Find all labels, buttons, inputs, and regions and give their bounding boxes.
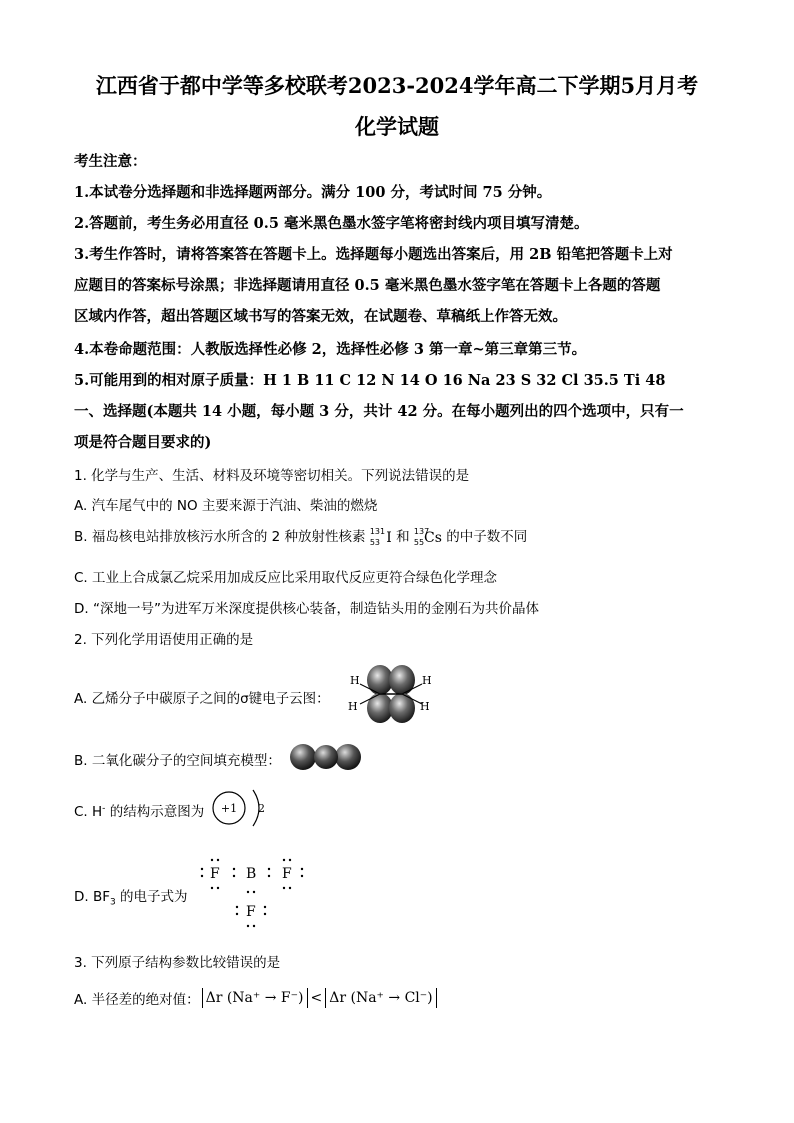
less-than-sign: < [310,990,323,1006]
q1-option-b-text: B. 福岛核电站排放核污水所含的 2 种放射性核素 [74,529,366,545]
q1-option-a: A. 汽车尾气中的 NO 主要来源于汽油、柴油的燃烧 [74,498,378,514]
notice-item: 4.本卷命题范围：人教版选择性必修 2，选择性必修 3 第一章~第三章第三节。 [74,341,587,358]
section-heading-cont: 项是符合题目要求的) [74,434,212,451]
notice-item: 区域内作答，超出答题区域书写的答案无效，在试题卷、草稿纸上作答无效。 [74,308,567,325]
atom-f-bottom: F [246,904,256,920]
notice-item: 3.考生作答时，请将答案答在答题卡上。选择题每小题选出答案后，用 2B 铅笔把答题卡上对 [74,246,673,263]
abs-expr-left: Δr (Na⁺ → F⁻) [202,988,308,1008]
notice-item: 2.答题前，考生务必用直径 0.5 毫米黑色墨水签字笔将密封线内项目填写清楚。 [74,215,589,232]
q2-stem: 2. 下列化学用语使用正确的是 [74,632,254,648]
q1-stem: 1. 化学与生产、生活、材料及环境等密切相关。下列说法错误的是 [74,468,470,484]
q2-option-a: A. 乙烯分子中碳原子之间的σ键电子云图： [74,691,330,707]
q3-option-a: A. 半径差的绝对值： Δr (Na⁺ → F⁻) < Δr (Na⁺ → Cl⁻) [74,988,437,1008]
notice-heading: 考生注意： [74,153,147,170]
section-heading: 一、选择题(本题共 14 小题，每小题 3 分，共计 42 分。在每小题列出的四个选项中，只有一 [74,403,684,420]
shell-electrons: 2 [258,802,265,815]
co2-space-filling-model [288,741,368,773]
nucleus-charge: +1 [220,802,238,815]
isotope-iodine: 131 53 I [369,527,392,547]
notice-item: 应题目的答案标号涂黑；非选择题请用直径 0.5 毫米黑色墨水签字笔在答题卡上各题的答题 [74,277,661,294]
atom-f-right: F [282,866,292,882]
page-subtitle: 化学试题 [355,114,439,139]
atom-f-left: F [210,866,220,882]
q1-option-d: D. “深地一号”为进军万米深度提供核心装备，制造钻头用的金刚石为共价晶体 [74,601,539,617]
h-label: H [348,700,358,713]
isotope-cesium: 137 55 Cs [413,527,442,547]
abs-expr-right: Δr (Na⁺ → Cl⁻) [325,988,436,1008]
q2-option-c: C. H- 的结构示意图为 [74,803,205,820]
sigma-bond-cloud-figure [340,660,440,730]
h-label: H [420,700,430,713]
h-label: H [422,674,432,687]
atom-b: B [246,866,257,882]
notice-item: 5.可能用到的相对原子质量：H 1 B 11 C 12 N 14 O 16 Na 23 S 32 Cl 35.5 Ti 48 [74,372,666,389]
q1-option-b: B. 福岛核电站排放核污水所含的 2 种放射性核素 131 53 I 和 137 55 Cs 的中子数不同 [74,527,528,547]
page-title: 江西省于都中学等多校联考2023-2024学年高二下学期5月月考 [95,73,699,98]
q3-stem: 3. 下列原子结构参数比较错误的是 [74,955,281,971]
bf3-lewis-structure [190,848,320,934]
notice-item: 1.本试卷分选择题和非选择题两部分。满分 100 分，考试时间 75 分钟。 [74,184,552,201]
q2-option-d: D. $BF_3$ 的电子式为 [74,889,188,908]
q1-option-c: C. 工业上合成氯乙烷采用加成反应比采用取代反应更符合绿色化学理念 [74,570,498,586]
h-minus-structure-diagram [210,786,270,830]
h-label: H [350,674,360,687]
q2-option-b: B. 二氧化碳分子的空间填充模型： [74,753,281,769]
